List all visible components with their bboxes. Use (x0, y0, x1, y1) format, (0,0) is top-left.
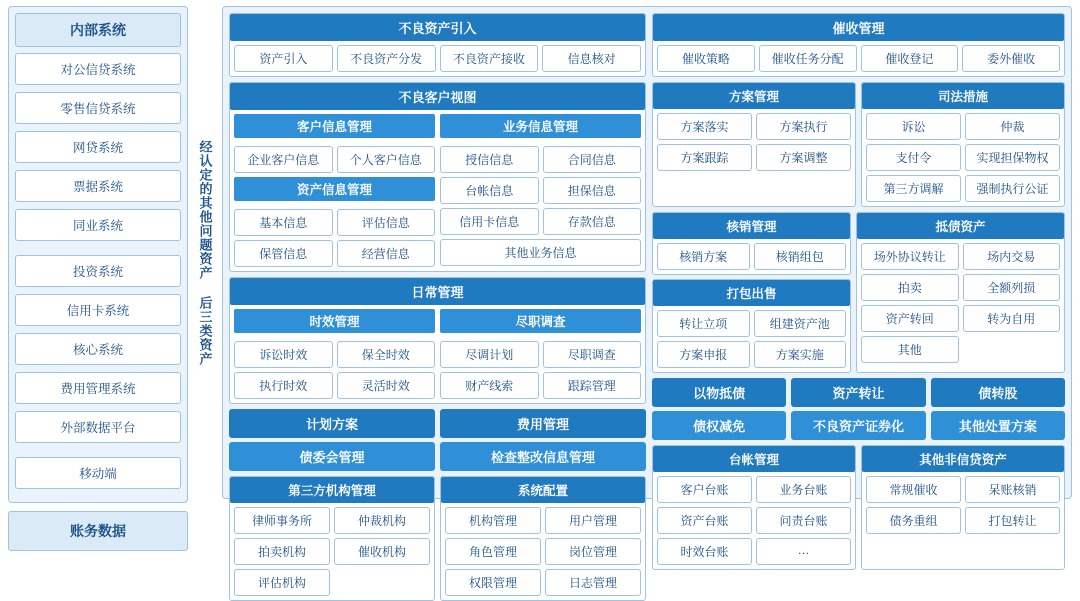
item-deposit-info[interactable]: 存款信息 (543, 208, 642, 235)
fee-management-banner[interactable]: 费用管理 (440, 409, 646, 438)
banner-asset-transfer[interactable]: 资产转让 (791, 378, 925, 407)
plan-group (229, 409, 435, 471)
npl-intro-items (234, 45, 641, 72)
sidebar-item-online-loan[interactable]: 网贷系统 (15, 131, 181, 163)
banner-debt-to-equity[interactable]: 债转股 (931, 378, 1065, 407)
third-party-box (229, 476, 435, 601)
fee-group (440, 409, 646, 471)
sidebar-item-bill[interactable]: 票据系统 (15, 170, 181, 202)
item-post-management[interactable]: 岗位管理 (545, 538, 641, 565)
item-scheme-declaration[interactable]: 方案申报 (657, 341, 750, 368)
judicial-box (861, 82, 1065, 207)
customer-info-items (234, 146, 435, 173)
sidebar-item-core[interactable]: 核心系统 (15, 333, 181, 365)
sidebar-item-mobile[interactable]: 移动端 (15, 457, 181, 489)
item-third-party-mediation[interactable]: 第三方调解 (866, 175, 961, 202)
package-sale-box (652, 279, 851, 373)
item-scheme-track[interactable]: 方案跟踪 (657, 144, 752, 171)
disposal-banners (652, 378, 1065, 440)
ledger-box (652, 445, 856, 570)
daily-management-columns (234, 309, 641, 399)
due-diligence-title: 尽职调查 (440, 309, 641, 333)
item-regular-collection[interactable]: 常规催收 (866, 476, 961, 503)
item-flexible-validity[interactable]: 灵活时效 (337, 372, 436, 399)
item-user-management[interactable]: 用户管理 (545, 507, 641, 534)
ledger-othernoncredit-row (652, 445, 1065, 570)
item-appraisal-org[interactable]: 评估机构 (234, 569, 330, 596)
collection-items (657, 45, 1060, 72)
judicial-title: 司法措施 (862, 83, 1064, 109)
other-noncredit-title: 其他非信贷资产 (862, 446, 1064, 472)
system-config-box (440, 476, 646, 601)
item-credit-grant[interactable]: 授信信息 (440, 146, 539, 173)
plan-scheme-banner[interactable]: 计划方案 (229, 409, 435, 438)
validity-group (234, 309, 435, 399)
item-otc-transfer[interactable]: 场外协议转让 (861, 243, 959, 270)
item-build-asset-pool[interactable]: 组建资产池 (754, 310, 847, 337)
item-role-management[interactable]: 角色管理 (445, 538, 541, 565)
customer-info-group (234, 114, 435, 267)
item-scheme-execute[interactable]: 方案执行 (756, 113, 851, 140)
item-scheme-adjust[interactable]: 方案调整 (756, 144, 851, 171)
business-info-items (440, 146, 641, 266)
package-sale-title: 打包出售 (653, 280, 850, 306)
item-asset-import[interactable]: 资产引入 (234, 45, 333, 72)
item-outsourced-collection[interactable]: 委外催收 (962, 45, 1060, 72)
third-party-title: 第三方机构管理 (230, 477, 434, 503)
daily-management-box (229, 277, 646, 404)
third-party-items (234, 507, 430, 596)
item-npl-distribute[interactable]: 不良资产分发 (337, 45, 436, 72)
scheme-judicial-row (652, 82, 1065, 207)
thirdparty-sysconfig-row (229, 476, 646, 601)
item-scheme-implement[interactable]: 方案落实 (657, 113, 752, 140)
item-business-ledger[interactable]: 业务台账 (756, 476, 851, 503)
npl-intro-box (229, 13, 646, 77)
item-contract-info[interactable]: 合同信息 (543, 146, 642, 173)
writeoff-title: 核销管理 (653, 213, 850, 239)
writeoff-package-group (652, 212, 851, 373)
writeoff-debtassets-row (652, 212, 1065, 373)
item-info-check[interactable]: 信息核对 (542, 45, 641, 72)
accounting-data-label: 账务数据 (8, 511, 188, 551)
item-debt-restructuring[interactable]: 债务重组 (866, 507, 961, 534)
item-accountability-ledger[interactable]: 问责台账 (756, 507, 851, 534)
item-law-firm[interactable]: 律师事务所 (234, 507, 330, 534)
debt-assets-items (861, 243, 1060, 363)
item-asset-return[interactable]: 资产转回 (861, 305, 959, 332)
item-ledger-info[interactable]: 台帐信息 (440, 177, 539, 204)
item-security-right[interactable]: 实现担保物权 (965, 144, 1060, 171)
daily-management-title: 日常管理 (230, 278, 645, 305)
internal-systems-title: 内部系统 (15, 13, 181, 47)
item-exchange-trade[interactable]: 场内交易 (963, 243, 1061, 270)
validity-items (234, 341, 435, 399)
banner-debt-relief[interactable]: 债权减免 (652, 411, 786, 440)
system-config-items (445, 507, 641, 596)
scheme-box (652, 82, 856, 207)
debt-assets-box (856, 212, 1065, 373)
column-right-modules (652, 13, 1065, 559)
scheme-items (657, 113, 851, 171)
item-full-loss[interactable]: 全额列损 (963, 274, 1061, 301)
asset-info-title: 资产信息管理 (234, 177, 435, 201)
item-enforcement-notarization[interactable]: 强制执行公证 (965, 175, 1060, 202)
item-permission-management[interactable]: 权限管理 (445, 569, 541, 596)
item-collection-register[interactable]: 催收登记 (861, 45, 959, 72)
item-auction-org[interactable]: 拍卖机构 (234, 538, 330, 565)
banner-debt-in-kind[interactable]: 以物抵债 (652, 378, 786, 407)
item-execution-validity[interactable]: 执行时效 (234, 372, 333, 399)
banner-npl-securitization[interactable]: 不良资产证券化 (791, 411, 925, 440)
business-info-title: 业务信息管理 (440, 114, 641, 138)
sidebar-item-investment[interactable]: 投资系统 (15, 255, 181, 287)
item-log-management[interactable]: 日志管理 (545, 569, 641, 596)
npl-intro-title: 不良资产引入 (230, 14, 645, 41)
sidebar-item-interbank[interactable]: 同业系统 (15, 209, 181, 241)
collection-title: 催收管理 (653, 14, 1064, 41)
item-personal-customer[interactable]: 个人客户信息 (337, 146, 436, 173)
ledger-items (657, 476, 851, 565)
creditor-committee-banner[interactable]: 债委会管理 (229, 442, 435, 471)
writeoff-items (657, 243, 846, 270)
ledger-title: 台帐管理 (653, 446, 855, 472)
sidebar-item-corporate-credit[interactable]: 对公信贷系统 (15, 53, 181, 85)
item-collection-org[interactable]: 催收机构 (334, 538, 430, 565)
item-tracking-management[interactable]: 跟踪管理 (543, 372, 642, 399)
item-convert-self-use[interactable]: 转为自用 (963, 305, 1061, 332)
writeoff-box (652, 212, 851, 275)
collection-box (652, 13, 1065, 77)
item-npl-receive[interactable]: 不良资产接收 (440, 45, 539, 72)
item-enterprise-customer[interactable]: 企业客户信息 (234, 146, 333, 173)
column-left-modules (229, 13, 646, 590)
sidebar-item-credit-card[interactable]: 信用卡系统 (15, 294, 181, 326)
internal-systems-column (8, 6, 188, 539)
item-org-management[interactable]: 机构管理 (445, 507, 541, 534)
banner-other-disposal[interactable]: 其他处置方案 (931, 411, 1065, 440)
item-collection-strategy[interactable]: 催收策略 (657, 45, 755, 72)
sidebar-item-retail-credit[interactable]: 零售信贷系统 (15, 92, 181, 124)
item-payment-order[interactable]: 支付令 (866, 144, 961, 171)
other-noncredit-items (866, 476, 1060, 534)
item-customer-ledger[interactable]: 客户台账 (657, 476, 752, 503)
item-other-business-info[interactable]: 其他业务信息 (440, 239, 641, 266)
item-validity-ledger[interactable]: 时效台账 (657, 538, 752, 565)
item-arbitration[interactable]: 仲裁 (965, 113, 1060, 140)
disposal-banner-row2 (652, 411, 1065, 440)
package-sale-items (657, 310, 846, 368)
disposal-banner-row1 (652, 378, 1065, 407)
item-guarantee-info[interactable]: 担保信息 (543, 177, 642, 204)
platform-frame (222, 6, 1072, 590)
sidebar-item-expense[interactable]: 费用管理系统 (15, 372, 181, 404)
item-writeoff-package[interactable]: 核销组包 (754, 243, 847, 270)
item-ledger-more[interactable]: … (756, 538, 851, 565)
item-dd-investigation[interactable]: 尽职调查 (543, 341, 642, 368)
item-collection-task-assign[interactable]: 催收任务分配 (759, 45, 857, 72)
asset-info-items (234, 209, 435, 267)
item-appraisal-info[interactable]: 评估信息 (337, 209, 436, 236)
customer-view-title: 不良客户视图 (230, 83, 645, 110)
debt-assets-title: 抵债资产 (857, 213, 1064, 239)
customer-info-title: 客户信息管理 (234, 114, 435, 138)
item-asset-ledger[interactable]: 资产台账 (657, 507, 752, 534)
item-custody-info[interactable]: 保管信息 (234, 240, 333, 267)
customer-view-box (229, 82, 646, 272)
item-arbitration-org[interactable]: 仲裁机构 (334, 507, 430, 534)
scheme-title: 方案管理 (653, 83, 855, 109)
due-diligence-group (440, 309, 641, 399)
rectification-info-banner[interactable]: 检查整改信息管理 (440, 442, 646, 471)
item-bad-debt-writeoff[interactable]: 呆账核销 (965, 476, 1060, 503)
item-basic-info[interactable]: 基本信息 (234, 209, 333, 236)
item-operation-info[interactable]: 经营信息 (337, 240, 436, 267)
item-debt-assets-other[interactable]: 其他 (861, 336, 959, 363)
vertical-category-text: 经认定的其他问题资产 后三类资产 (197, 139, 213, 366)
validity-title: 时效管理 (234, 309, 435, 333)
internal-systems-panel (8, 6, 188, 503)
sidebar-item-external-data[interactable]: 外部数据平台 (15, 411, 181, 443)
item-transfer-project[interactable]: 转让立项 (657, 310, 750, 337)
item-credit-card-info[interactable]: 信用卡信息 (440, 208, 539, 235)
item-scheme-execution[interactable]: 方案实施 (754, 341, 847, 368)
other-noncredit-box (861, 445, 1065, 570)
due-diligence-items (440, 341, 641, 399)
system-config-title: 系统配置 (441, 477, 645, 503)
item-writeoff-scheme[interactable]: 核销方案 (657, 243, 750, 270)
item-preservation-validity[interactable]: 保全时效 (337, 341, 436, 368)
judicial-items (866, 113, 1060, 202)
item-package-transfer[interactable]: 打包转让 (965, 507, 1060, 534)
item-dd-plan[interactable]: 尽调计划 (440, 341, 539, 368)
plan-fee-row (229, 409, 646, 471)
business-info-group (440, 114, 641, 267)
vertical-category-label (194, 6, 216, 499)
item-property-clue[interactable]: 财产线索 (440, 372, 539, 399)
customer-view-columns (234, 114, 641, 267)
item-auction[interactable]: 拍卖 (861, 274, 959, 301)
item-litigation[interactable]: 诉讼 (866, 113, 961, 140)
item-litigation-validity[interactable]: 诉讼时效 (234, 341, 333, 368)
